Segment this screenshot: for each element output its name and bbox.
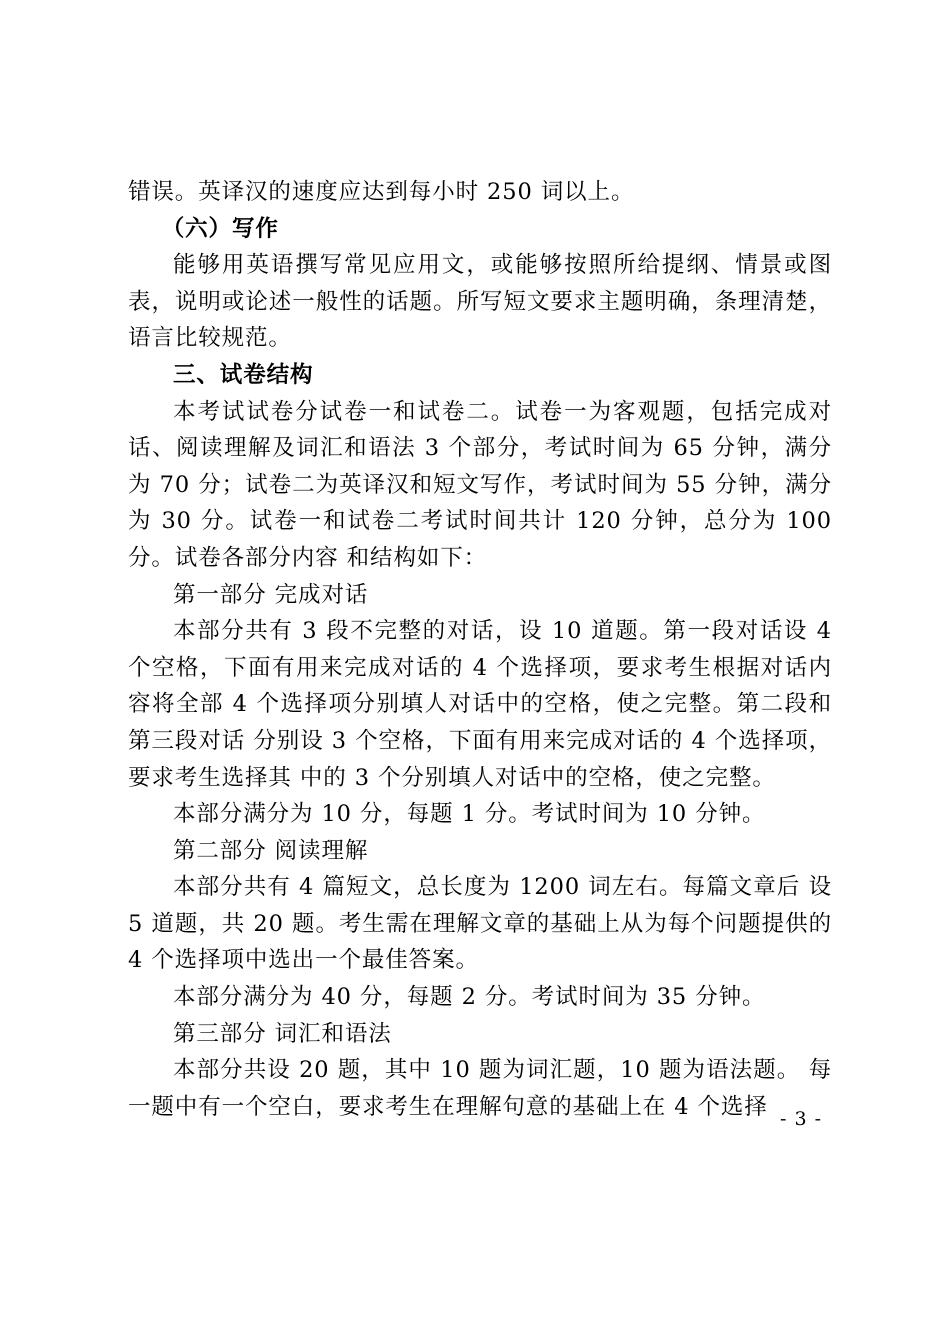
part1-title: 第一部分 完成对话 <box>173 581 369 608</box>
paragraph-exam-structure: 本考试试卷分试卷一和试卷二。试卷一为客观题，包括完成对话、阅读理解及词汇和语法 3 个部分，考试时间为 65 分钟，满分为 70 分；试卷二为英译汉和短文写作，考试时间为 55 分钟，满分为 30 分。试卷一和试卷二考试时间共计 120 分钟，总分为 100 分。试卷各部分内容 和结构如下： <box>128 398 832 571</box>
part1-description: 本部分共有 3 段不完整的对话，设 10 道题。第一段对话设 4 个空格，下面有用来完成对话的 4 个选择项，要求考生根据对话内容将全部 4 个选择项分别填人对话中的空格，使之完整。第二段和第三段对话 分别设 3 个空格，下面有用来完成对话的 4 个选择项，要求考生选择其 中的 3 个分别填人对话中的空格，使之完整。 <box>128 618 832 791</box>
page-number: - 3 - <box>780 1108 823 1130</box>
part2-description: 本部分共有 4 篇短文，总长度为 1200 词左右。每篇文章后 设 5 道题，共 20 题。考生需在理解文章的基础上从为每个问题提供的 4 个选择项中选出一个最佳答案。 <box>128 874 832 974</box>
part2-title: 第二部分 阅读理解 <box>173 837 369 864</box>
paragraph-continuation: 错误。英译汉的速度应达到每小时 250 词以上。 <box>128 179 635 205</box>
document-body <box>128 174 832 1125</box>
heading-exam-structure: 三、试卷结构 <box>173 361 314 388</box>
part3-description: 本部分共设 20 题，其中 10 题为词汇题，10 题为语法题。 每一题中有一个空白，要求考生在理解句意的基础上在 4 个选择 <box>128 1057 832 1120</box>
part3-title: 第三部分 词汇和语法 <box>173 1020 392 1047</box>
part1-scoring: 本部分满分为 10 分，每题 1 分。考试时间为 10 分钟。 <box>173 801 766 828</box>
part2-scoring: 本部分满分为 40 分，每题 2 分。考试时间为 35 分钟。 <box>173 984 766 1011</box>
heading-writing: （六）写作 <box>161 215 279 242</box>
paragraph-writing: 能够用英语撰写常见应用文，或能够按照所给提纲、情景或图表，说明或论述一般性的话题。所写短文要求主题明确，条理清楚，语言比较规范。 <box>128 252 832 352</box>
